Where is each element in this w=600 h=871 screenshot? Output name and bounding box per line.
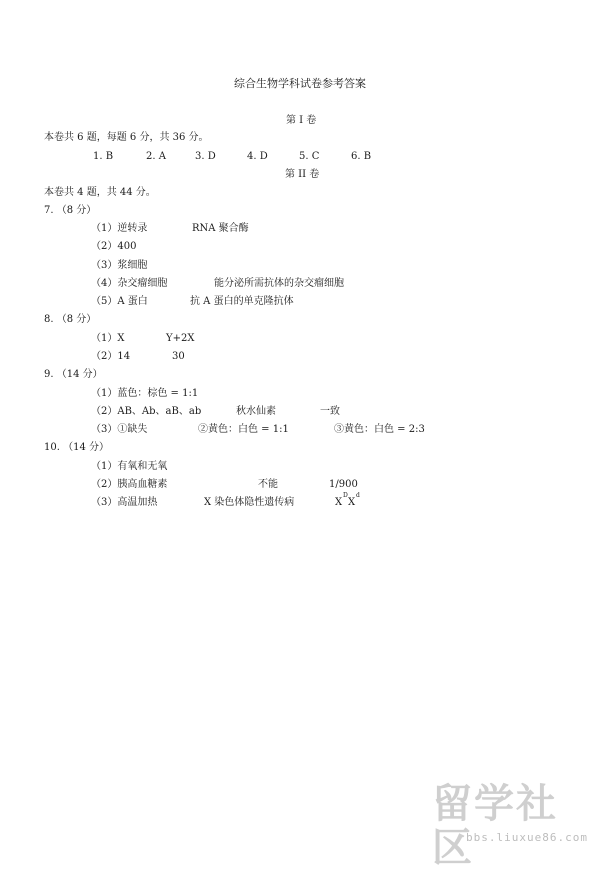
part1-heading: 第 I 卷 (286, 115, 317, 126)
page-title: 综合生物学科试卷参考答案 (234, 77, 366, 90)
part2-heading: 第 II 卷 (285, 169, 320, 180)
q10-label: 10. （14 分） (44, 442, 109, 453)
q8-answer-2a: （2）14 (91, 351, 131, 362)
mc-answer-1: 1. B (93, 151, 114, 162)
q7-answer-4b: 能分泌所需抗体的杂交瘤细胞 (214, 278, 344, 289)
q9-label: 9. （14 分） (44, 369, 103, 380)
q9-answer-1: （1）蓝色：棕色 = 1:1 (91, 388, 199, 399)
q9-answer-3a: （3）①缺失 (91, 424, 148, 435)
q7-answer-4a: （4）杂交瘤细胞 (91, 278, 168, 289)
q7-answer-5b: 抗 A 蛋白的单克隆抗体 (190, 296, 294, 307)
mc-answer-5: 5. C (299, 151, 320, 162)
mc-answer-2: 2. A (146, 151, 166, 162)
q9-answer-3b: ②黄色：白色 = 1:1 (198, 424, 289, 435)
part1-intro: 本卷共 6 题，每题 6 分，共 36 分。 (44, 132, 209, 143)
q9-answer-2c: 一致 (320, 406, 340, 417)
q7-answer-1a: （1）逆转录 (91, 223, 148, 234)
mc-answer-3: 3. D (195, 151, 216, 162)
watermark-logo-text: 留学社区 (432, 781, 558, 871)
q7-answer-3: （3）浆细胞 (91, 260, 148, 271)
mc-answer-6: 6. B (351, 151, 372, 162)
genotype-x1: X (335, 497, 343, 508)
q10-answer-2a: （2）胰高血糖素 (91, 479, 168, 490)
q7-answer-1b: RNA 聚合酶 (192, 223, 249, 234)
q8-label: 8. （8 分） (44, 314, 97, 325)
q9-answer-2a: （2）AB、Ab、aB、ab (91, 406, 202, 417)
q9-answer-2b: 秋水仙素 (236, 406, 276, 417)
genotype-x2-allele: d (356, 492, 360, 499)
q8-answer-1b: Y+2X (166, 333, 195, 344)
site-watermark (432, 781, 592, 871)
part2-intro: 本卷共 4 题，共 44 分。 (44, 187, 156, 198)
q10-answer-2c: 1/900 (329, 479, 358, 490)
watermark-url: bbs.liuxue86.com (466, 831, 588, 844)
q10-answer-2b: 不能 (258, 479, 278, 490)
q10-answer-3a: （3）高温加热 (91, 497, 158, 508)
q7-label: 7. （8 分） (44, 205, 97, 216)
q7-answer-5a: （5）A 蛋白 (91, 296, 148, 307)
q9-answer-3c: ③黄色：白色 = 2:3 (334, 424, 425, 435)
q7-answer-2: （2）400 (91, 241, 137, 252)
genotype-x2: X (348, 497, 356, 508)
q10-answer-1: （1）有氧和无氧 (91, 461, 168, 472)
mc-answer-4: 4. D (247, 151, 268, 162)
q10-answer-3b: X 染色体隐性遗传病 (204, 497, 295, 508)
q8-answer-1a: （1）X (91, 333, 125, 344)
genotype-x1-allele: D (343, 492, 348, 499)
q8-answer-2b: 30 (172, 351, 185, 362)
